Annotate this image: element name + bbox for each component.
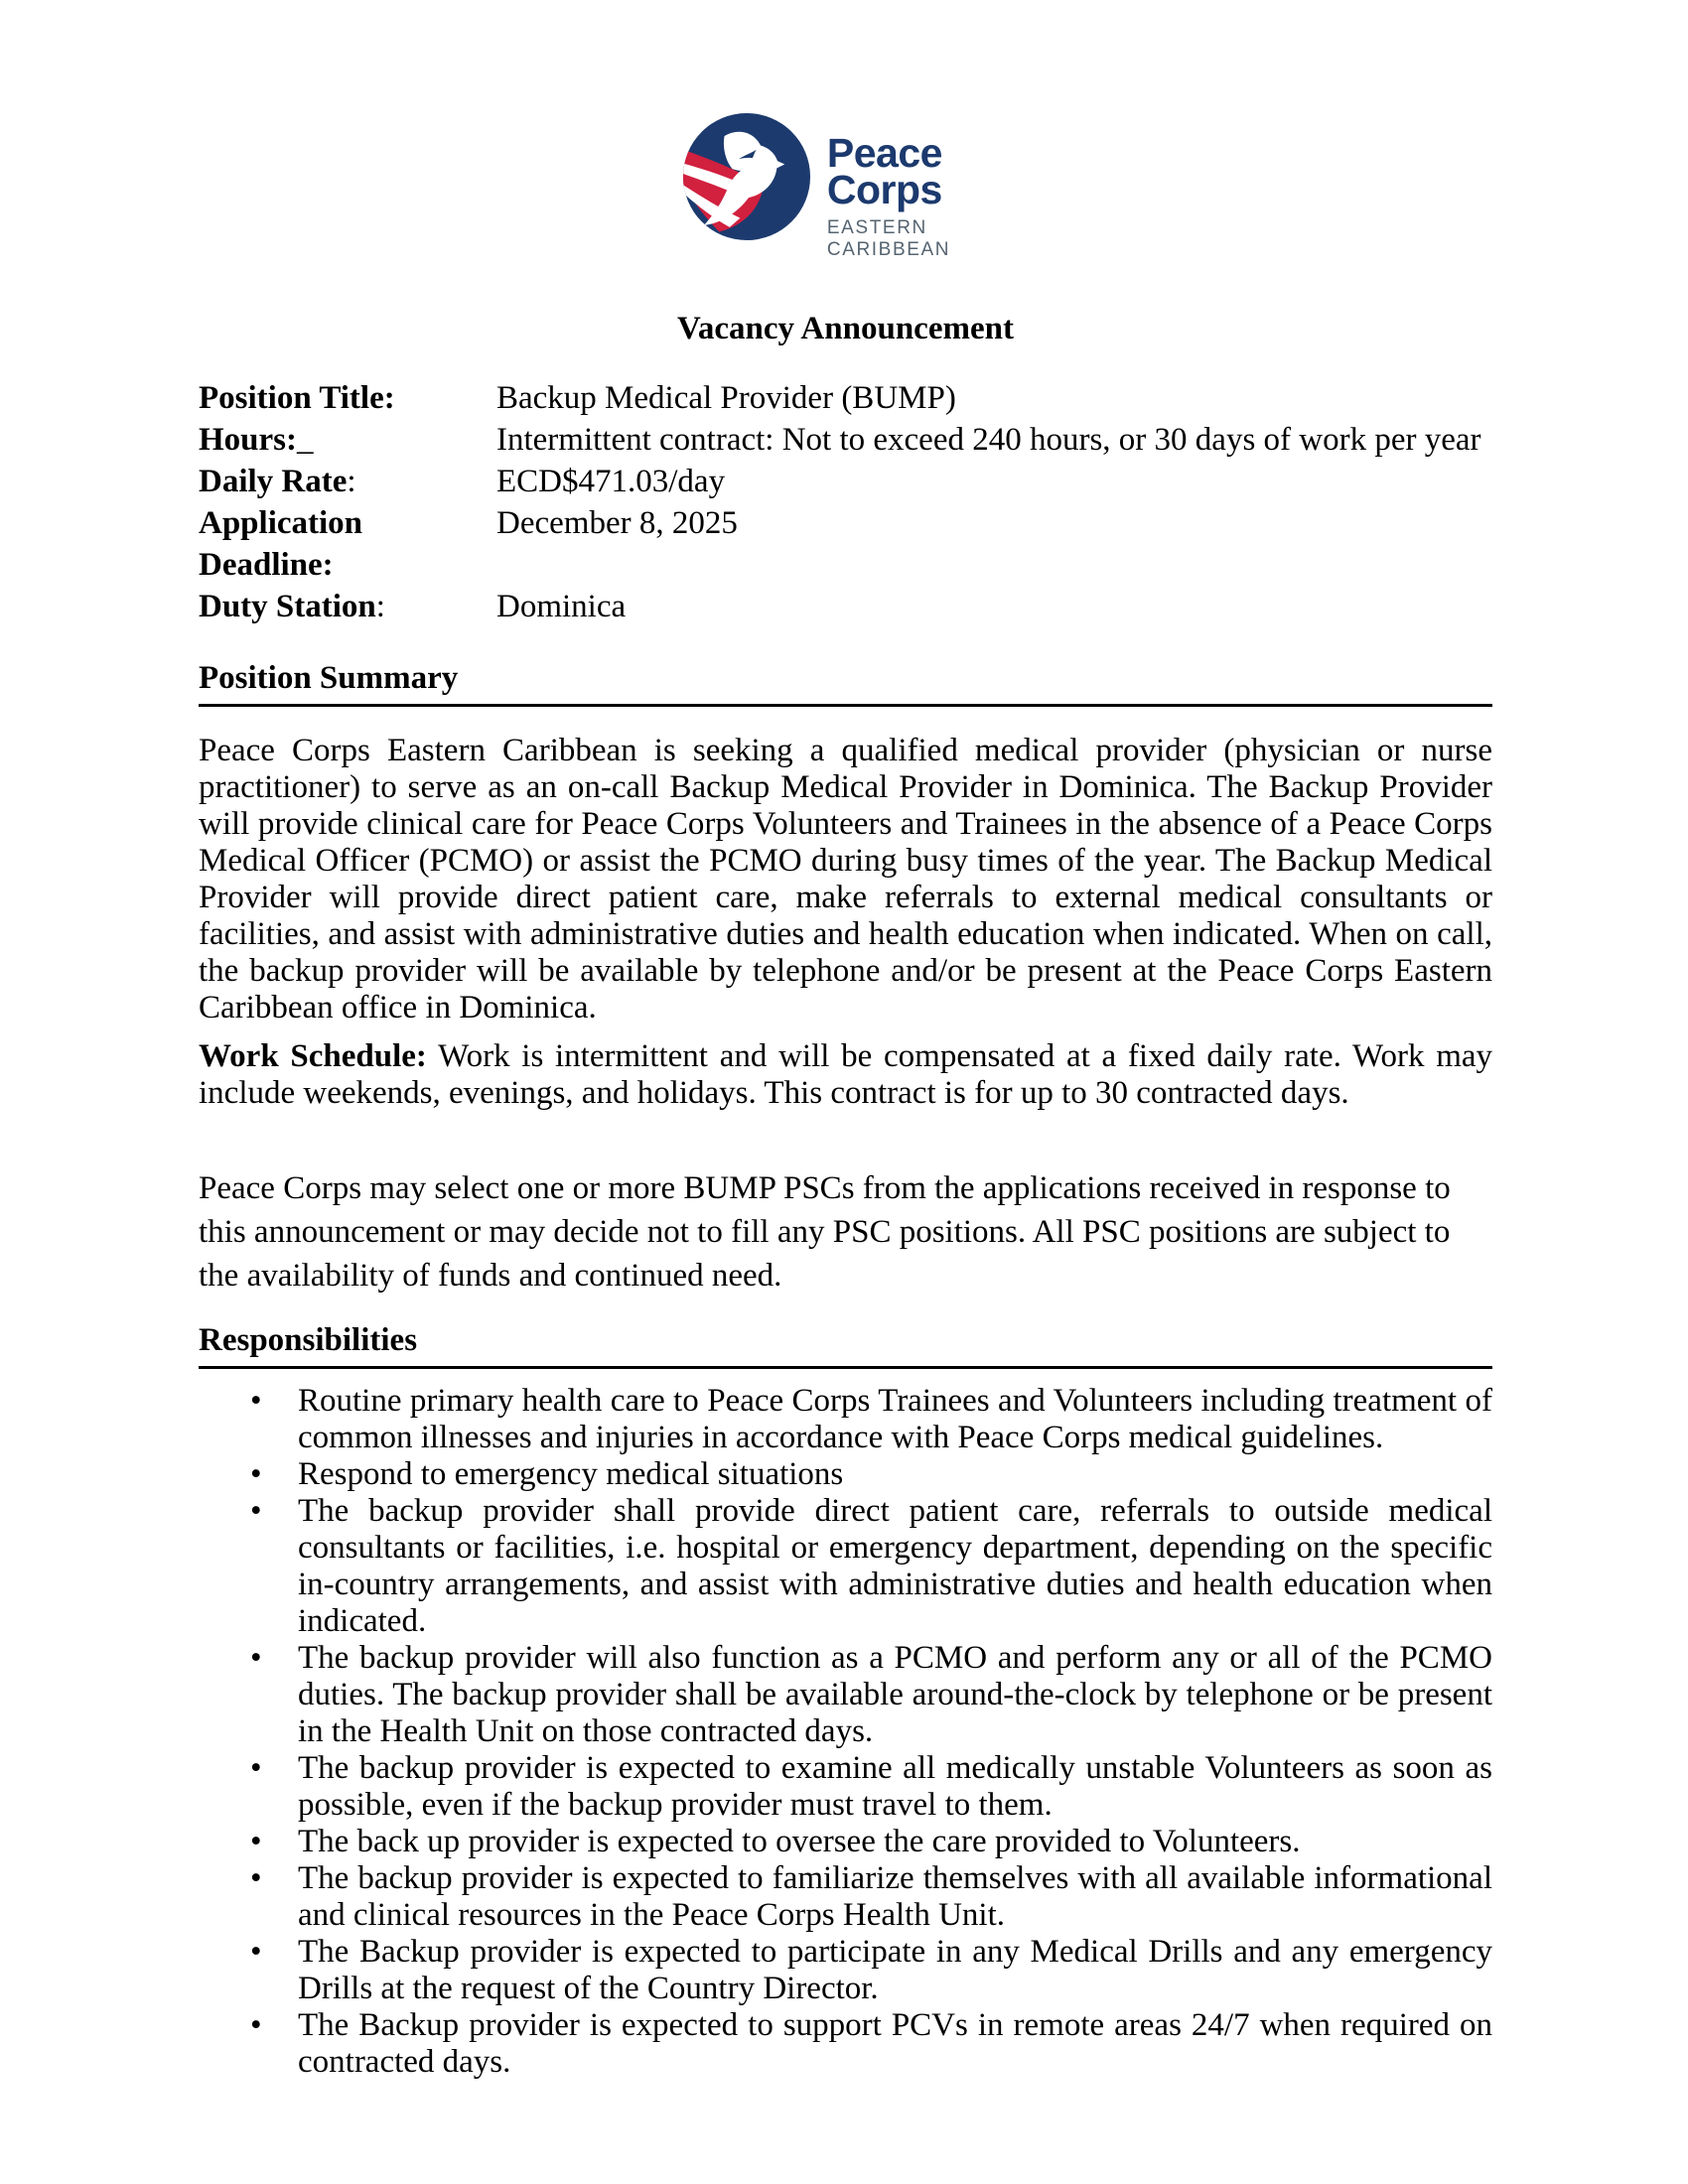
peace-corps-logo-text: [826, 130, 951, 261]
responsibilities-list: [199, 1383, 1492, 2081]
detail-value: Dominica: [496, 589, 627, 624]
detail-row-position-title: [199, 377, 1492, 419]
work-schedule-paragraph: [199, 1038, 1492, 1112]
bullet-icon: •: [250, 1824, 262, 1859]
logo-region-line2: CARIBBEAN: [826, 239, 951, 260]
detail-label: Application Deadline:: [199, 505, 363, 583]
detail-value: ECD$471.03/day: [496, 464, 726, 499]
list-item: • Routine primary health care to Peace Corps Trainees and Volunteers including treatment of common illnesses and injuries in accordance with Peace Corps medical guidelines.: [250, 1383, 1492, 1455]
peace-corps-dove-icon: [681, 111, 812, 242]
bullet-icon: •: [250, 1860, 262, 1896]
section-heading-responsibilities: [199, 1322, 1492, 1369]
detail-row-application-deadline: [199, 502, 1492, 586]
bullet-icon: •: [250, 1640, 262, 1676]
work-schedule-label: Work Schedule:: [199, 1038, 427, 1074]
logo-region-line1: EASTERN: [826, 217, 927, 238]
detail-label: Daily Rate:: [199, 464, 356, 499]
detail-row-daily-rate: [199, 461, 1492, 502]
section-heading-label: Responsibilities: [199, 1322, 418, 1358]
list-item: • The backup provider is expected to examine all medically unstable Volunteers as soon as possible, even if the backup provider must travel to them.: [250, 1750, 1492, 1823]
list-item: • The Backup provider is expected to support PCVs in remote areas 24/7 when required on contracted days.: [250, 2007, 1492, 2080]
logo-wordmark-line1: Peace: [826, 130, 942, 176]
detail-label: Duty Station:: [199, 589, 385, 624]
section-heading-label: Position Summary: [199, 660, 459, 696]
list-item: • The back up provider is expected to oversee the care provided to Volunteers.: [250, 1824, 1301, 1859]
bullet-icon: •: [250, 1750, 262, 1786]
page-title: Vacancy Announcement: [677, 311, 1014, 346]
detail-row-duty-station: [199, 586, 1492, 627]
peace-corps-logo: [169, 111, 1463, 261]
detail-value: Backup Medical Provider (BUMP): [496, 380, 956, 416]
bullet-icon: •: [250, 1456, 262, 1492]
logo-region-label: [827, 217, 950, 261]
detail-label: Hours:_: [199, 422, 314, 458]
bullet-icon: •: [250, 2007, 262, 2043]
logo-wordmark: [826, 130, 950, 212]
list-item: • The backup provider shall provide direct patient care, referrals to outside medical consultants or facilities, i.e. hospital or emergency department, depending on the specific in-country arrangements, and assist with administrative duties and health education when indicated.: [250, 1493, 1492, 1639]
list-item: • The Backup provider is expected to participate in any Medical Drills and any emergency Drills at the request of the Country Director.: [250, 1934, 1492, 2006]
bullet-icon: •: [250, 1383, 262, 1419]
section-heading-position-summary: [199, 660, 1492, 707]
position-summary-paragraph: Peace Corps Eastern Caribbean is seeking a qualified medical provider (physician or nurse practitioner) to serve as an on-call Backup Medical Provider in Dominica. The Backup Provider will provide clinical care for Peace Corps Volunteers and Trainees in the absence of a Peace Corps Medical Officer (PCMO) or assist the PCMO during busy times of the year. The Backup Medical Provider will provide direct patient care, make referrals to external medical consultants or facilities, and assist with administrative duties and health education when indicated. When on call, the backup provider will be available by telephone and/or be present at the Peace Corps Eastern Caribbean office in Dominica.: [199, 733, 1492, 1025]
detail-value: December 8, 2025: [496, 505, 738, 541]
bullet-icon: •: [250, 1934, 262, 1970]
bullet-icon: •: [250, 1493, 262, 1529]
selection-note-paragraph: Peace Corps may select one or more BUMP PSCs from the applications received in response to this announcement or may decide not to fill any PSC positions. All PSC positions are subject to the availability of funds and continued need.: [199, 1170, 1451, 1294]
detail-label: Position Title:: [199, 380, 395, 416]
detail-row-hours: [199, 419, 1492, 461]
logo-wordmark-line2: Corps: [826, 167, 942, 212]
list-item: • Respond to emergency medical situations: [250, 1456, 844, 1492]
work-schedule-text: Work is intermittent and will be compensated at a fixed daily rate. Work may include weekends, evenings, and holidays. This contract is for up to 30 contracted days.: [199, 1038, 1493, 1111]
list-item: • The backup provider is expected to familiarize themselves with all available informational and clinical resources in the Peace Corps Health Unit.: [250, 1860, 1492, 1933]
list-item: • The backup provider will also function as a PCMO and perform any or all of the PCMO duties. The backup provider shall be available around-the-clock by telephone or be present in the Health Unit on those contracted days.: [250, 1640, 1492, 1749]
position-details: [199, 377, 1492, 627]
detail-value: Intermittent contract: Not to exceed 240 hours, or 30 days of work per year: [496, 422, 1481, 458]
